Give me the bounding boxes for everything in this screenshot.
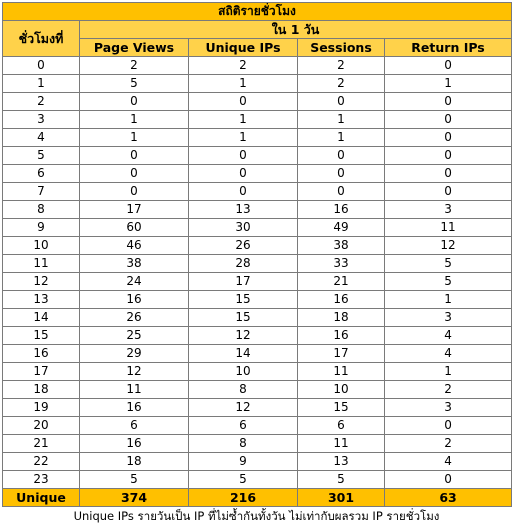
sessions-cell: 0 [298, 183, 385, 201]
hour-cell: 3 [3, 111, 80, 129]
page-views-cell: 5 [80, 75, 189, 93]
unique-ips-cell: 12 [189, 399, 298, 417]
hour-cell: 2 [3, 93, 80, 111]
return-ips-cell: 0 [385, 471, 512, 489]
unique-ips-cell: 12 [189, 327, 298, 345]
total-row [3, 489, 512, 507]
unique-ips-cell: 0 [189, 165, 298, 183]
unique-ips-cell: 15 [189, 309, 298, 327]
sessions-cell: 33 [298, 255, 385, 273]
unique-ips-header: Unique IPs [189, 39, 298, 57]
unique-ips-cell: 0 [189, 147, 298, 165]
sessions-cell: 0 [298, 147, 385, 165]
sessions-cell: 2 [298, 57, 385, 75]
sessions-cell: 13 [298, 453, 385, 471]
return-ips-header: Return IPs [385, 39, 512, 57]
table-row [3, 219, 512, 237]
sessions-cell: 6 [298, 417, 385, 435]
hour-cell: 15 [3, 327, 80, 345]
table-row [3, 453, 512, 471]
page-views-cell: 26 [80, 309, 189, 327]
sessions-cell: 49 [298, 219, 385, 237]
page-views-cell: 46 [80, 237, 189, 255]
hour-cell: 10 [3, 237, 80, 255]
hour-cell: 5 [3, 147, 80, 165]
unique-ips-cell: 0 [189, 183, 298, 201]
sessions-cell: 1 [298, 111, 385, 129]
return-ips-cell: 0 [385, 183, 512, 201]
page-views-cell: 16 [80, 399, 189, 417]
page-views-cell: 1 [80, 111, 189, 129]
hour-cell: 20 [3, 417, 80, 435]
page-views-cell: 17 [80, 201, 189, 219]
table-row [3, 309, 512, 327]
return-ips-cell: 1 [385, 75, 512, 93]
return-ips-cell: 1 [385, 291, 512, 309]
hour-cell: 11 [3, 255, 80, 273]
unique-ips-cell: 28 [189, 255, 298, 273]
return-ips-cell: 4 [385, 327, 512, 345]
sessions-cell: 2 [298, 75, 385, 93]
page-views-cell: 0 [80, 183, 189, 201]
hour-cell: 23 [3, 471, 80, 489]
table-row [3, 417, 512, 435]
sessions-cell: 0 [298, 93, 385, 111]
page-views-cell: 6 [80, 417, 189, 435]
return-ips-cell: 2 [385, 381, 512, 399]
hour-cell: 9 [3, 219, 80, 237]
sessions-cell: 0 [298, 165, 385, 183]
page-views-cell: 12 [80, 363, 189, 381]
return-ips-cell: 0 [385, 417, 512, 435]
total-sessions: 301 [298, 489, 385, 507]
unique-ips-cell: 8 [189, 435, 298, 453]
sessions-cell: 15 [298, 399, 385, 417]
unique-ips-cell: 15 [189, 291, 298, 309]
return-ips-cell: 5 [385, 273, 512, 291]
return-ips-cell: 4 [385, 345, 512, 363]
unique-ips-cell: 14 [189, 345, 298, 363]
return-ips-cell: 0 [385, 165, 512, 183]
return-ips-cell: 12 [385, 237, 512, 255]
page-views-cell: 11 [80, 381, 189, 399]
sessions-cell: 16 [298, 291, 385, 309]
page-views-cell: 38 [80, 255, 189, 273]
hourly-stats-panel [2, 2, 511, 525]
unique-ips-cell: 17 [189, 273, 298, 291]
table-row [3, 147, 512, 165]
unique-ips-cell: 1 [189, 111, 298, 129]
table-row [3, 93, 512, 111]
period-header: ใน 1 วัน [80, 21, 512, 39]
page-views-cell: 1 [80, 129, 189, 147]
page-views-cell: 24 [80, 273, 189, 291]
hour-cell: 21 [3, 435, 80, 453]
sessions-header: Sessions [298, 39, 385, 57]
sessions-cell: 5 [298, 471, 385, 489]
sessions-cell: 38 [298, 237, 385, 255]
unique-ips-cell: 6 [189, 417, 298, 435]
sessions-cell: 1 [298, 129, 385, 147]
total-label: Unique [3, 489, 80, 507]
return-ips-cell: 3 [385, 309, 512, 327]
unique-ips-cell: 26 [189, 237, 298, 255]
unique-ips-cell: 0 [189, 93, 298, 111]
unique-ips-cell: 30 [189, 219, 298, 237]
page-views-cell: 60 [80, 219, 189, 237]
total-return-ips: 63 [385, 489, 512, 507]
table-row [3, 273, 512, 291]
table-row [3, 435, 512, 453]
table-row [3, 57, 512, 75]
hour-cell: 0 [3, 57, 80, 75]
table-row [3, 291, 512, 309]
hour-cell: 12 [3, 273, 80, 291]
hourly-stats-table [2, 2, 512, 507]
unique-ips-cell: 10 [189, 363, 298, 381]
hour-cell: 14 [3, 309, 80, 327]
hour-cell: 22 [3, 453, 80, 471]
hour-cell: 17 [3, 363, 80, 381]
table-row [3, 183, 512, 201]
hour-cell: 18 [3, 381, 80, 399]
return-ips-cell: 3 [385, 399, 512, 417]
return-ips-cell: 3 [385, 201, 512, 219]
unique-ips-cell: 1 [189, 129, 298, 147]
unique-ips-cell: 1 [189, 75, 298, 93]
return-ips-cell: 0 [385, 57, 512, 75]
page-views-cell: 0 [80, 147, 189, 165]
page-views-cell: 16 [80, 435, 189, 453]
page-views-cell: 0 [80, 165, 189, 183]
hour-cell: 19 [3, 399, 80, 417]
table-title-row [3, 3, 512, 21]
table-row [3, 237, 512, 255]
table-row [3, 381, 512, 399]
page-views-cell: 16 [80, 291, 189, 309]
return-ips-cell: 0 [385, 111, 512, 129]
sessions-cell: 16 [298, 327, 385, 345]
unique-ips-cell: 8 [189, 381, 298, 399]
hour-cell: 8 [3, 201, 80, 219]
table-row [3, 345, 512, 363]
page-views-cell: 2 [80, 57, 189, 75]
table-row [3, 471, 512, 489]
hour-cell: 7 [3, 183, 80, 201]
unique-ips-cell: 9 [189, 453, 298, 471]
sessions-cell: 21 [298, 273, 385, 291]
table-title: สถิติรายชั่วโมง [3, 3, 512, 21]
sessions-cell: 18 [298, 309, 385, 327]
hour-cell: 6 [3, 165, 80, 183]
table-row [3, 111, 512, 129]
unique-ips-cell: 13 [189, 201, 298, 219]
table-row [3, 399, 512, 417]
unique-ips-cell: 2 [189, 57, 298, 75]
sessions-cell: 16 [298, 201, 385, 219]
return-ips-cell: 2 [385, 435, 512, 453]
page-views-cell: 18 [80, 453, 189, 471]
return-ips-cell: 0 [385, 147, 512, 165]
sessions-cell: 11 [298, 363, 385, 381]
hour-cell: 16 [3, 345, 80, 363]
page-views-cell: 5 [80, 471, 189, 489]
footnote: Unique IPs รายวันเป็น IP ที่ไม่ซ้ำกันทั้งวัน ไม่เท่ากับผลรวม IP รายชั่วโมง [73, 509, 440, 523]
return-ips-cell: 1 [385, 363, 512, 381]
table-row [3, 75, 512, 93]
sessions-cell: 17 [298, 345, 385, 363]
return-ips-cell: 11 [385, 219, 512, 237]
total-page-views: 374 [80, 489, 189, 507]
table-row [3, 327, 512, 345]
period-header-row [3, 21, 512, 39]
hour-cell: 4 [3, 129, 80, 147]
table-row [3, 201, 512, 219]
return-ips-cell: 0 [385, 129, 512, 147]
page-views-header: Page Views [80, 39, 189, 57]
hour-column-header: ชั่วโมงที่ [3, 21, 80, 57]
table-row [3, 129, 512, 147]
total-unique-ips: 216 [189, 489, 298, 507]
return-ips-cell: 4 [385, 453, 512, 471]
sessions-cell: 10 [298, 381, 385, 399]
return-ips-cell: 5 [385, 255, 512, 273]
table-row [3, 363, 512, 381]
page-views-cell: 29 [80, 345, 189, 363]
return-ips-cell: 0 [385, 93, 512, 111]
hour-cell: 13 [3, 291, 80, 309]
page-views-cell: 25 [80, 327, 189, 345]
hour-cell: 1 [3, 75, 80, 93]
column-header-row [3, 39, 512, 57]
unique-ips-cell: 5 [189, 471, 298, 489]
table-row [3, 165, 512, 183]
sessions-cell: 11 [298, 435, 385, 453]
page-views-cell: 0 [80, 93, 189, 111]
table-row [3, 255, 512, 273]
